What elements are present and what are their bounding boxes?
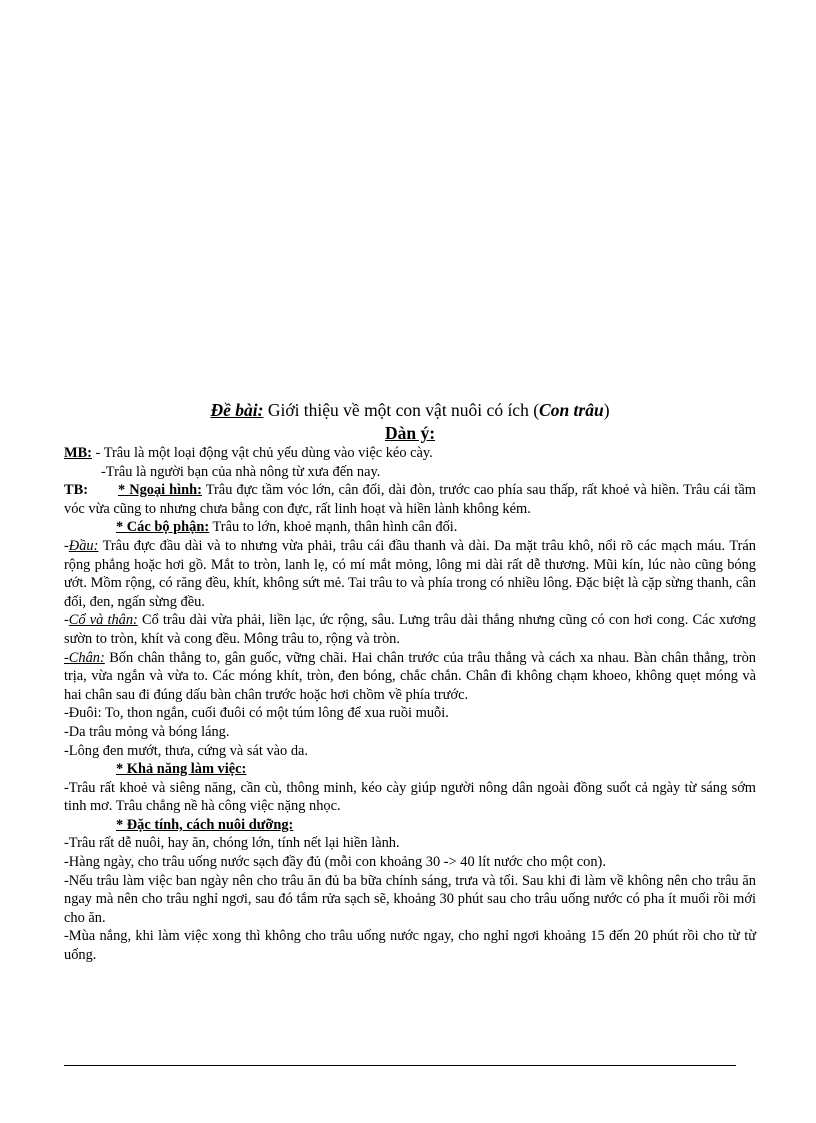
heading-label: Đề bài:: [210, 400, 264, 420]
fur-line: -Lông đen mướt, thưa, cứng và sát vào da.: [64, 742, 309, 759]
head-label: Đầu:: [68, 537, 99, 554]
work-ability-label: * Khả năng làm việc:: [116, 761, 247, 778]
care-item: -Trâu rất dễ nuôi, hay ăn, chóng lớn, tính nết lại hiền lành.: [64, 835, 400, 852]
document-body: [64, 398, 756, 965]
mb-line-1-text: - Trâu là một loại động vật chủ yếu dùng vào việc kéo cày.: [91, 445, 433, 461]
heading-text: Giới thiệu về một con vật nuôi có ích (: [263, 400, 540, 420]
care-item: -Hàng ngày, cho trâu uống nước sạch đầy đủ (mỗi con khoảng 30 -> 40 lít nước cho một con).: [64, 854, 606, 871]
appearance-label: * Ngoại hình:: [118, 482, 202, 499]
care-label: * Đặc tính, cách nuôi dưỡng:: [116, 816, 294, 833]
skin-line: -Da trâu mỏng và bóng láng.: [64, 723, 230, 740]
head-text: Trâu đực đầu dài và to nhưng vừa phải, trâu cái đầu thanh và dài. Da mặt trâu khô, nổi rõ các mạch máu. Trán rộng phẳng hoặc hơi gồ. Mắt to tròn, lanh lẹ, có mí mắt mỏng, lông mi dài rất dễ thương. Mũi kín, lúc nào cũng bóng ướt. Mồm rộng, có răng đều, khít, không sứt mẻ. Tai trâu to và phía trong có nhiều lông. Đặc biệt là cặp sừng thanh, cân đối, đen, ngấn sừng đều.: [64, 537, 756, 610]
head-prefix: -: [64, 537, 69, 554]
work-ability-text: -Trâu rất khoẻ và siêng năng, cần cù, thông minh, kéo cày giúp người nông dân ngoài đồng suốt cả ngày từ sáng sớm tinh mơ. Trâu chẳng nề hà công việc nặng nhọc.: [64, 779, 756, 815]
body-parts-label: * Các bộ phận:: [116, 519, 210, 536]
tb-appearance: [64, 481, 756, 518]
care-item: -Nếu trâu làm việc ban ngày nên cho trâu ăn đủ ba bữa chính sáng, trưa và tối. Sau khi đi làm về không nên cho trâu ăn ngay mà nên cho trâu nghỉ ngơi, sau đó tắm rửa sạch sẽ, khoảng 30 phút sau cho trâu uống nước có pha ít muối rồi mới cho ăn.: [64, 872, 756, 926]
body-parts-intro: [64, 518, 756, 537]
neck-body-paragraph: [64, 611, 756, 648]
neck-prefix: -: [64, 612, 69, 629]
tb-label: TB:: [64, 482, 88, 499]
heading-animal: Con trâu: [539, 400, 604, 420]
legs-paragraph: [64, 649, 756, 705]
bottom-divider: [64, 1065, 736, 1066]
care-item: -Mùa nắng, khi làm việc xong thì không cho trâu uống nước ngay, cho nghỉ ngơi khoảng 15 đến 20 phút rồi cho từ từ uống.: [64, 928, 756, 964]
legs-text: Bốn chân thẳng to, gân guốc, vững chãi. Hai chân trước của trâu thẳng và cách xa nhau. Bàn chân thẳng, tròn trịa, vừa ngắn và vừa to. Các móng khít, tròn, đen bóng, chắc chắn. Chân đi không chạm khoeo, không quẹt móng và hai chân sau đi đúng dấu bàn chân trước hoặc hơi chồm về phía trước.: [64, 649, 756, 703]
tail-line: -Đuôi: To, thon ngắn, cuối đuôi có một túm lông để xua ruồi muỗi.: [64, 705, 449, 722]
body-parts-text: Trâu to lớn, khoẻ mạnh, thân hình cân đối.: [209, 519, 458, 536]
neck-label: Cổ và thân:: [68, 612, 138, 629]
assignment-heading: [64, 398, 756, 422]
head-paragraph: [64, 537, 756, 611]
mb-line-1: [64, 444, 756, 463]
legs-label: -Chân:: [64, 649, 105, 666]
mb-line-2: -Trâu là người bạn của nhà nông từ xưa đến nay.: [101, 463, 381, 480]
outline-title: Dàn ý:: [384, 423, 436, 443]
heading-close: ): [603, 400, 610, 420]
neck-text: Cổ trâu dài vừa phải, liền lạc, ức rộng, sâu. Lưng trâu dài thẳng nhưng cũng có con hơi cong. Các xương sườn to tròn, khít và cong đều. Mông trâu to, rộng và tròn.: [64, 612, 756, 647]
mb-label: MB:: [64, 445, 92, 461]
appearance-text: Trâu đực tầm vóc lớn, cân đối, dài đòn, trước cao phía sau thấp, rất khoẻ và hiền. Trâu cái tầm vóc vừa cũng to nhưng chưa bằng con đực, rất linh hoạt và hiền lành không kém.: [64, 482, 756, 517]
